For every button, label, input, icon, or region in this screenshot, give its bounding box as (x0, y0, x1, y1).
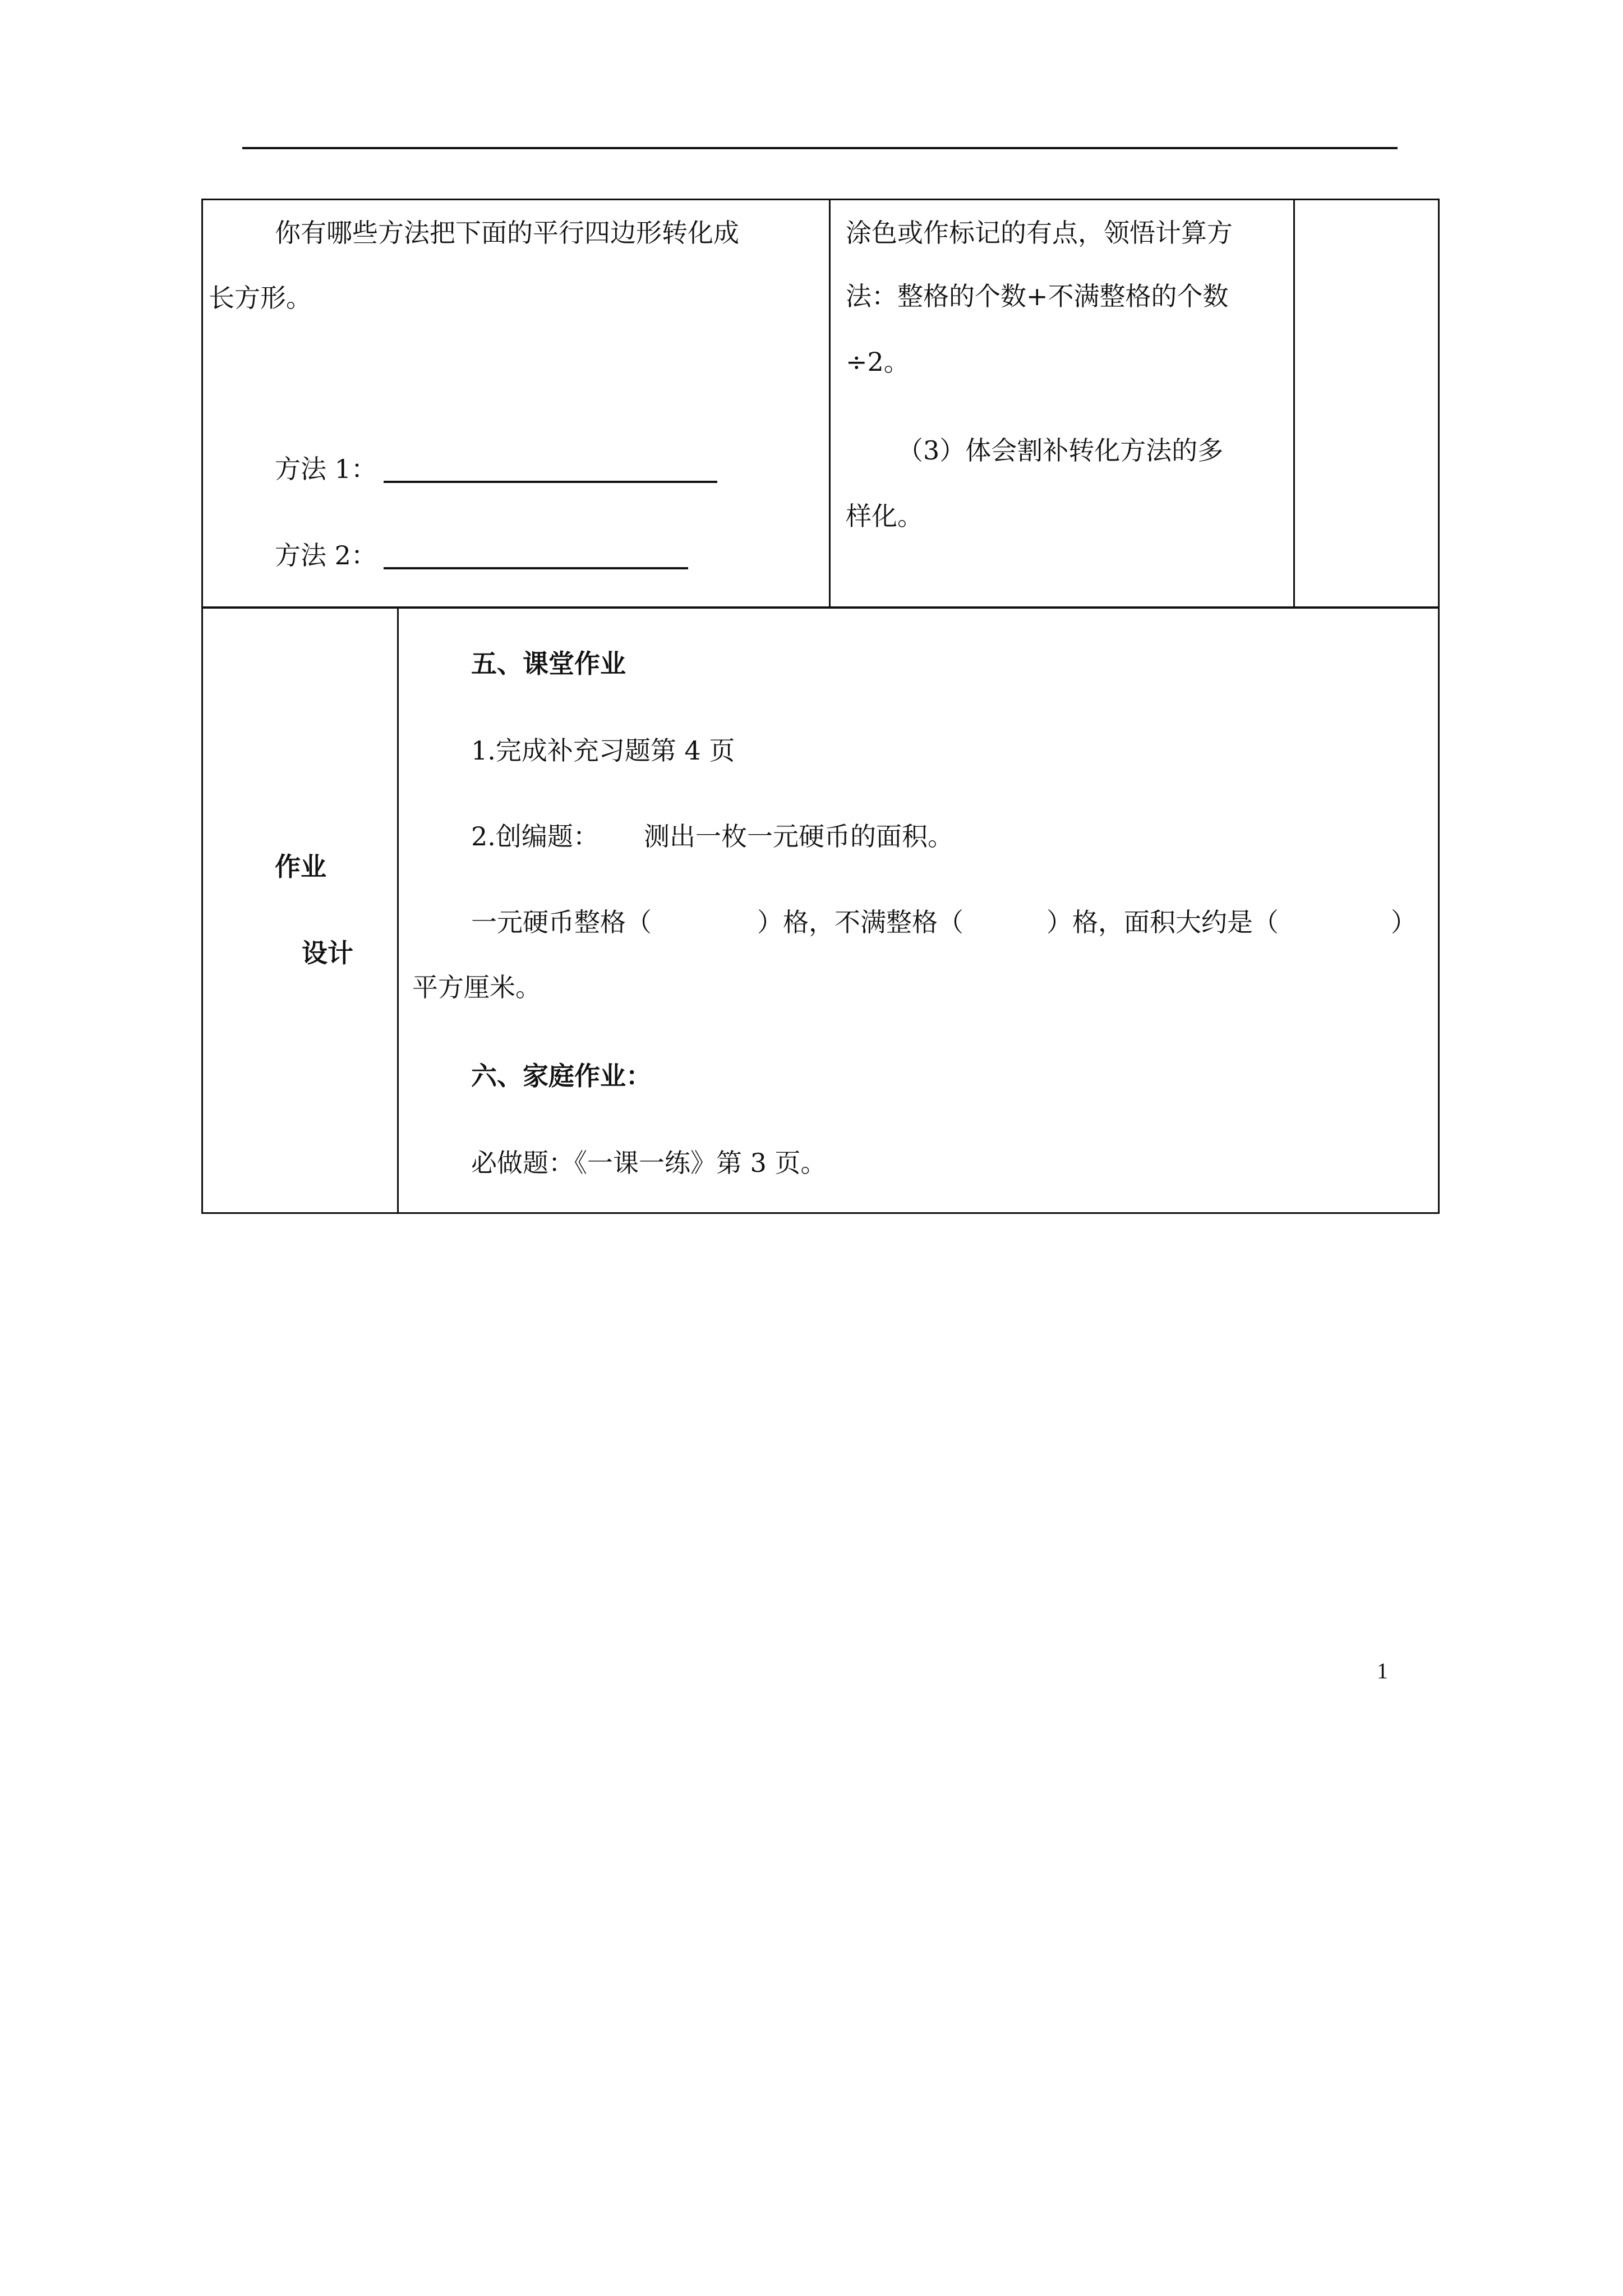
homework-text: 必做题：《一课一练》第 3 页。 (471, 1148, 827, 1178)
page-number: 1 (1377, 1658, 1388, 1683)
item-1: 1.完成补充习题第 4 页 (471, 735, 735, 766)
method1-blank[interactable] (384, 481, 717, 483)
top-table (201, 199, 1440, 608)
row-label-line-2: 设计 (302, 938, 353, 968)
row-label-line-1: 作业 (275, 852, 326, 882)
middle-line-3: ÷2。 (846, 347, 910, 377)
middle-line-4: （3）体会割补转化方法的多 (897, 435, 1224, 466)
coin-line-2: 平方厘米。 (412, 972, 541, 1002)
coin-text-d: ） (1391, 907, 1417, 937)
coin-text-a: 一元硬币整格（ (471, 907, 652, 937)
section5-title: 五、课堂作业 (471, 648, 626, 679)
section6-title: 六、家庭作业： (471, 1061, 652, 1091)
method2-blank[interactable] (384, 567, 688, 569)
item-2-label: 2.创编题： (471, 821, 599, 852)
middle-line-5: 样化。 (846, 501, 923, 531)
method2-label: 方法 2： (275, 540, 377, 570)
middle-line-2: 法：整格的个数+不满整格的个数 (846, 281, 1229, 311)
column-divider (1293, 200, 1295, 606)
prompt-line-1: 你有哪些方法把下面的平行四边形转化成 (275, 218, 739, 248)
column-divider (397, 609, 399, 1212)
middle-line-1: 涂色或作标记的有点，领悟计算方 (846, 218, 1233, 248)
prompt-line-2: 长方形。 (209, 283, 312, 313)
method1-label: 方法 1： (275, 454, 377, 484)
column-divider (829, 200, 831, 606)
item-2-text: 测出一枚一元硬币的面积。 (644, 821, 953, 852)
coin-text-c: ）格，面积大约是（ (1046, 907, 1279, 937)
coin-text-b: ）格，不满整格（ (757, 907, 963, 937)
header-rule (242, 147, 1398, 149)
